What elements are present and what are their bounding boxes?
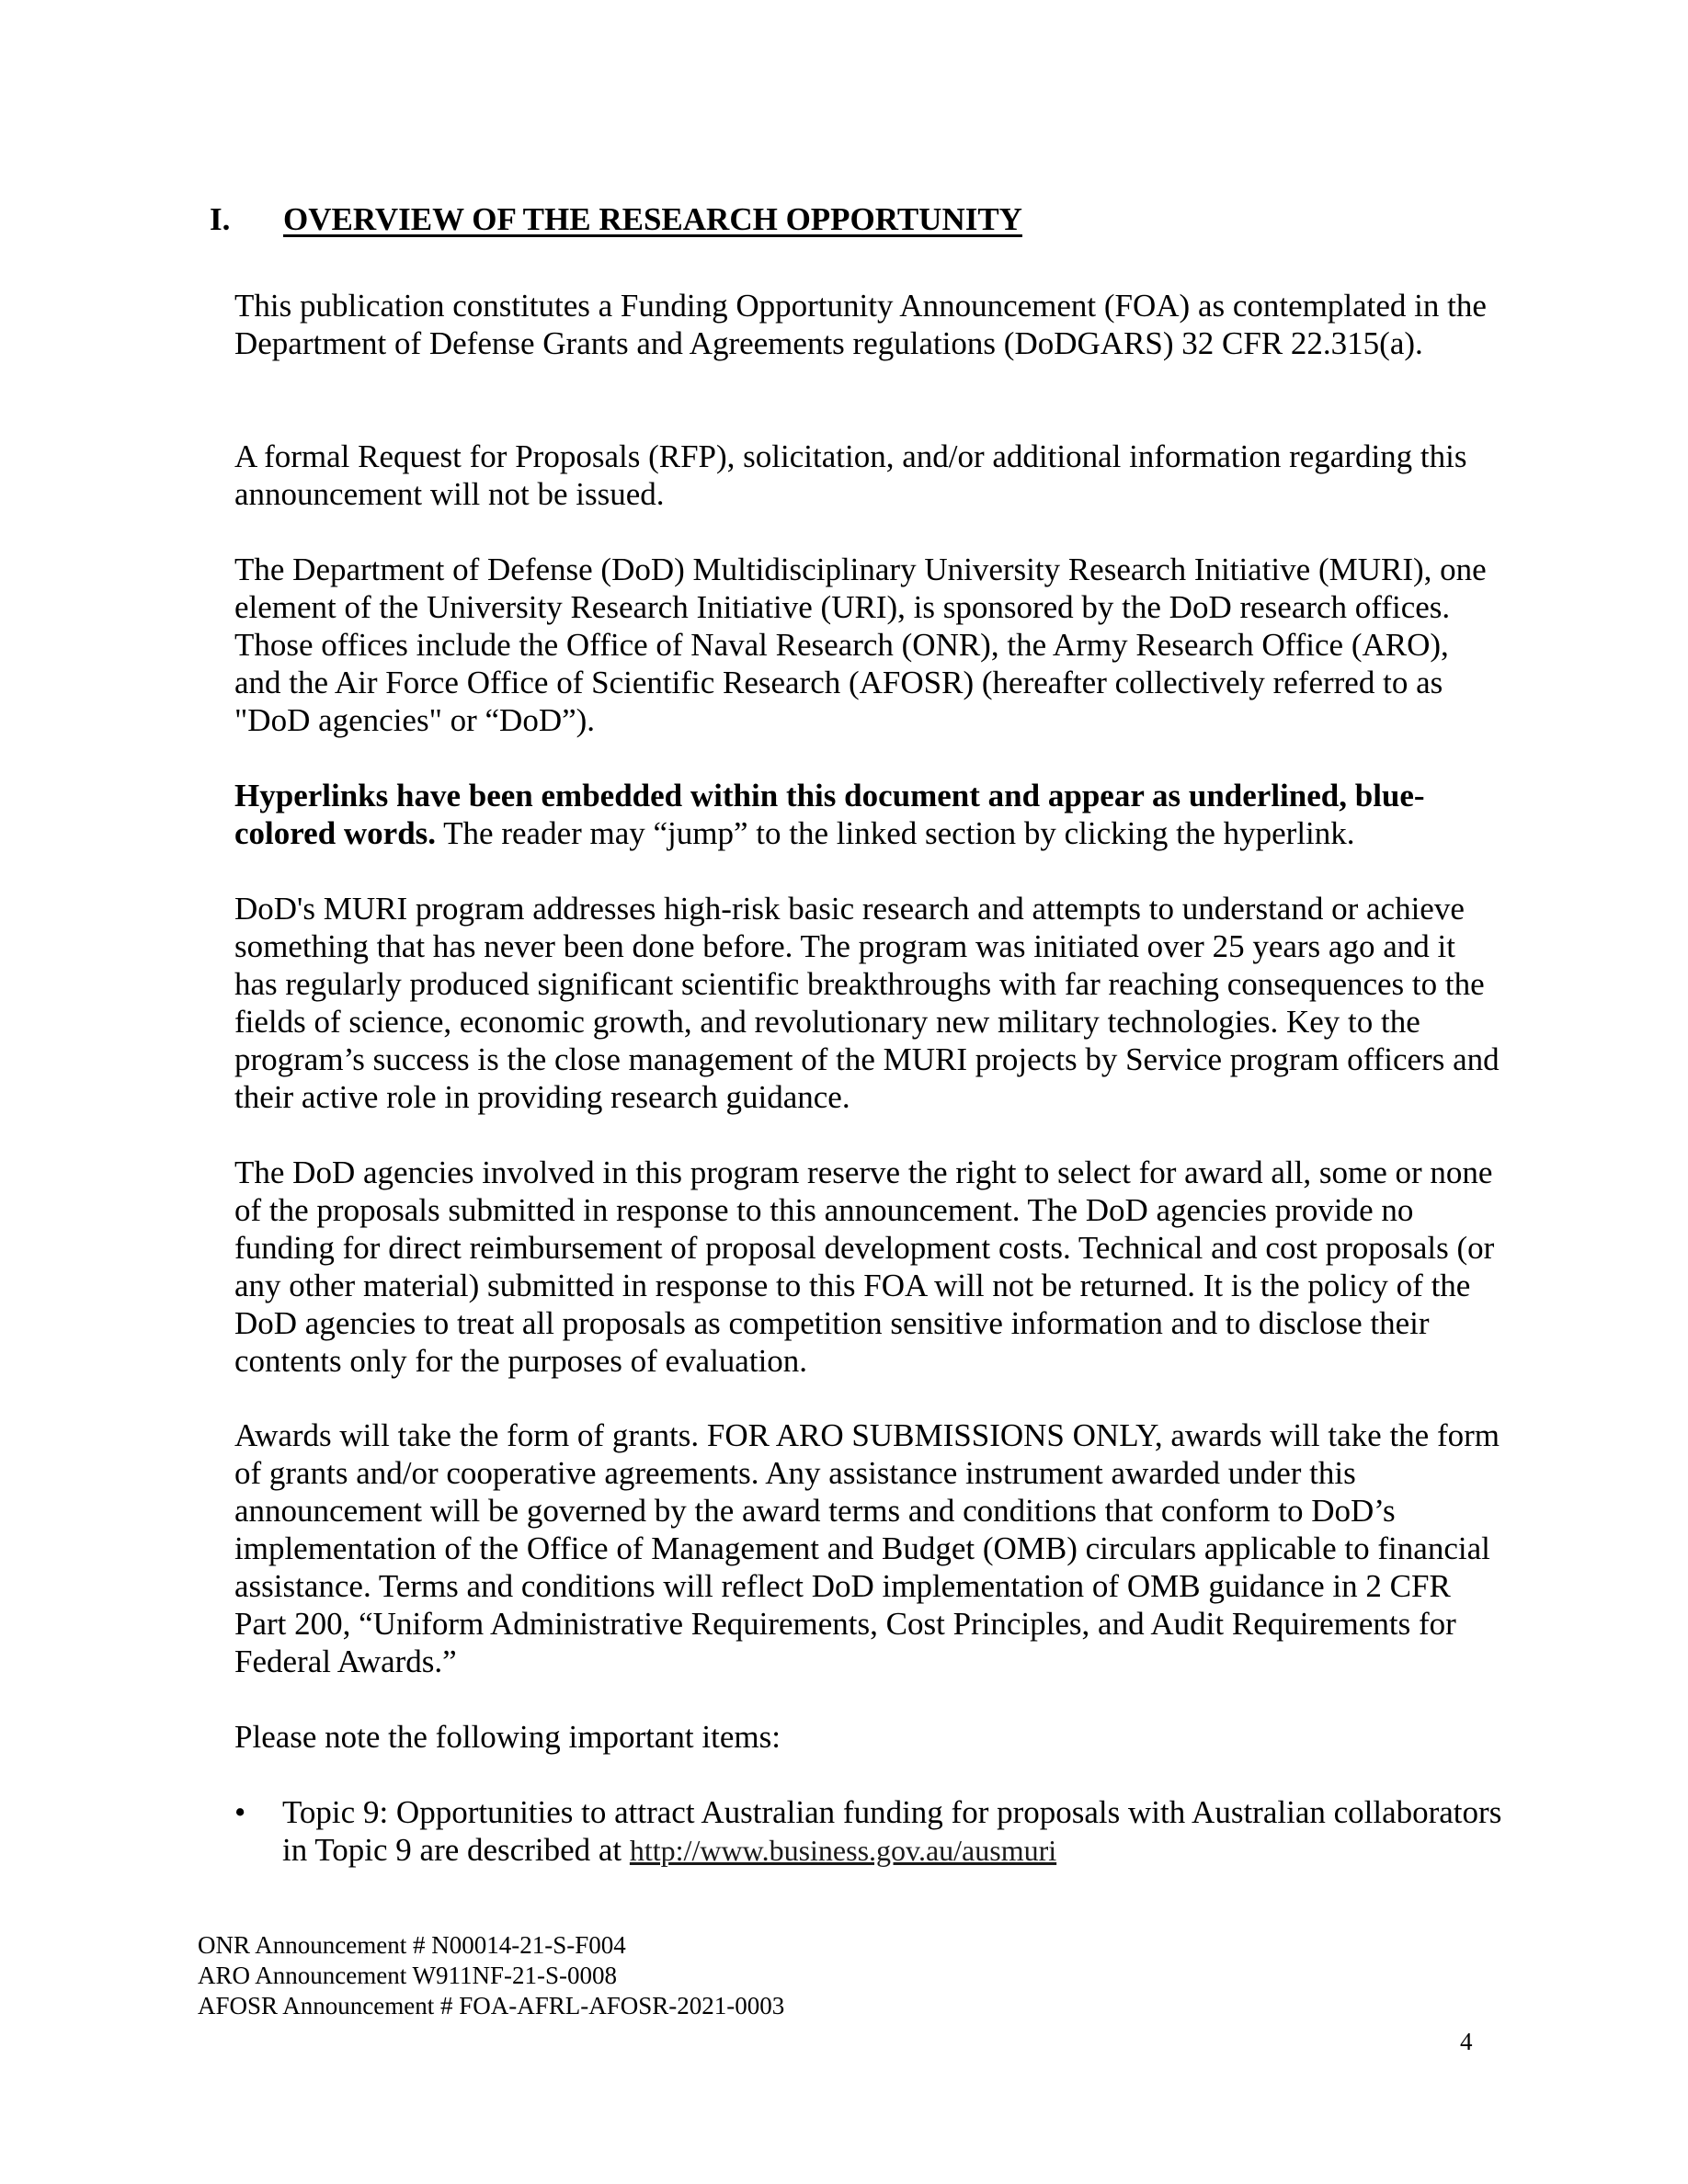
paragraph-muri-program <box>234 890 1503 1116</box>
paragraph-text: Please note the following important items: <box>234 1719 781 1755</box>
paragraph-text: A formal Request for Proposals (RFP), solicitation, and/or additional information regarding this announcement will not be issued. <box>234 438 1467 512</box>
paragraph-text: Awards will take the form of grants. FOR ARO SUBMISSIONS ONLY, awards will take the form of grants and/or cooperative agreements. Any assistance instrument awarded under this announcement will be governed by the award terms and conditions that conform to DoD’s implementation of the Office of Management and Budget (OMB) circulars applicable to financial assistance. Terms and conditions will reflect DoD implementation of OMB guidance in 2 CFR Part 200, “Uniform Administrative Requirements, Cost Principles, and Audit Requirements for Federal Awards.” <box>234 1417 1500 1679</box>
paragraph-text: The DoD agencies involved in this program reserve the right to select for award all, some or none of the proposals submitted in response to this announcement. The DoD agencies provide no funding for direct reimbursement of proposal development costs. Technical and cost proposals (or any other material) submitted in response to this FOA will not be returned. It is the policy of the DoD agencies to treat all proposals as competition sensitive information and to disclose their contents only for the purposes of evaluation. <box>234 1155 1495 1379</box>
paragraph-text: This publication constitutes a Funding Opportunity Announcement (FOA) as contemplated in the Department of Defense Grants and Agreements regulations (DoDGARS) 32 CFR 22.315(a). <box>234 288 1487 361</box>
hyperlinks-note-rest: The reader may “jump” to the linked section by clicking the hyperlink. <box>436 815 1355 851</box>
paragraph-text: The Department of Defense (DoD) Multidisciplinary University Research Initiative (MURI), one element of the University Research Initiative (URI), is sponsored by the DoD research offices. Those offices include the Office of Naval Research (ONR), the Army Research Office (ARO), and the Air Force Office of Scientific Research (AFOSR) (hereafter collectively referred to as "DoD agencies" or “DoD”). <box>234 552 1487 738</box>
section-heading <box>210 197 1022 243</box>
paragraph-muri-sponsors <box>234 551 1503 739</box>
paragraph-award-rights <box>234 1154 1503 1380</box>
paragraph-important-items <box>234 1718 1503 1756</box>
announcement-footer <box>198 1930 784 2021</box>
hyperlinks-bold-note: Hyperlinks have been embedded within this document and appear as underlined, blue-colored words. <box>234 778 1425 851</box>
bullet-icon: • <box>234 1794 246 1830</box>
afosr-announcement: AFOSR Announcement # FOA-AFRL-AFOSR-2021-0003 <box>198 1992 785 2019</box>
onr-announcement: ONR Announcement # N00014-21-S-F004 <box>198 1931 626 1959</box>
page-number: 4 <box>1460 2028 1473 2055</box>
ausmuri-link[interactable]: http://www.business.gov.au/ausmuri <box>629 1834 1057 1867</box>
paragraph-text: DoD's MURI program addresses high-risk basic research and attempts to understand or achieve something that has never been done before. The program was initiated over 25 years ago and it has regularly produced significant scientific breakthroughs with far reaching consequences to the fields of science, economic growth, and revolutionary new military technologies. Key to the program’s success is the close management of the MURI projects by Service program officers and their active role in providing research guidance. <box>234 891 1500 1115</box>
bullet-list-item <box>234 1793 1503 1870</box>
paragraph-hyperlinks-note <box>234 777 1503 852</box>
paragraph-rfp-notice <box>234 438 1503 513</box>
aro-announcement: ARO Announcement W911NF-21-S-0008 <box>198 1962 617 1989</box>
paragraph-text <box>234 777 1503 852</box>
section-title: OVERVIEW OF THE RESEARCH OPPORTUNITY <box>283 201 1022 237</box>
section-number: I. <box>210 201 231 237</box>
bullet-text-body: Topic 9: Opportunities to attract Australian funding for proposals with Australian collaborators in Topic 9 are described at <box>282 1794 1502 1868</box>
paragraph-award-form <box>234 1416 1503 1680</box>
bullet-text <box>282 1793 1503 1870</box>
paragraph-foa-intro <box>234 287 1503 362</box>
